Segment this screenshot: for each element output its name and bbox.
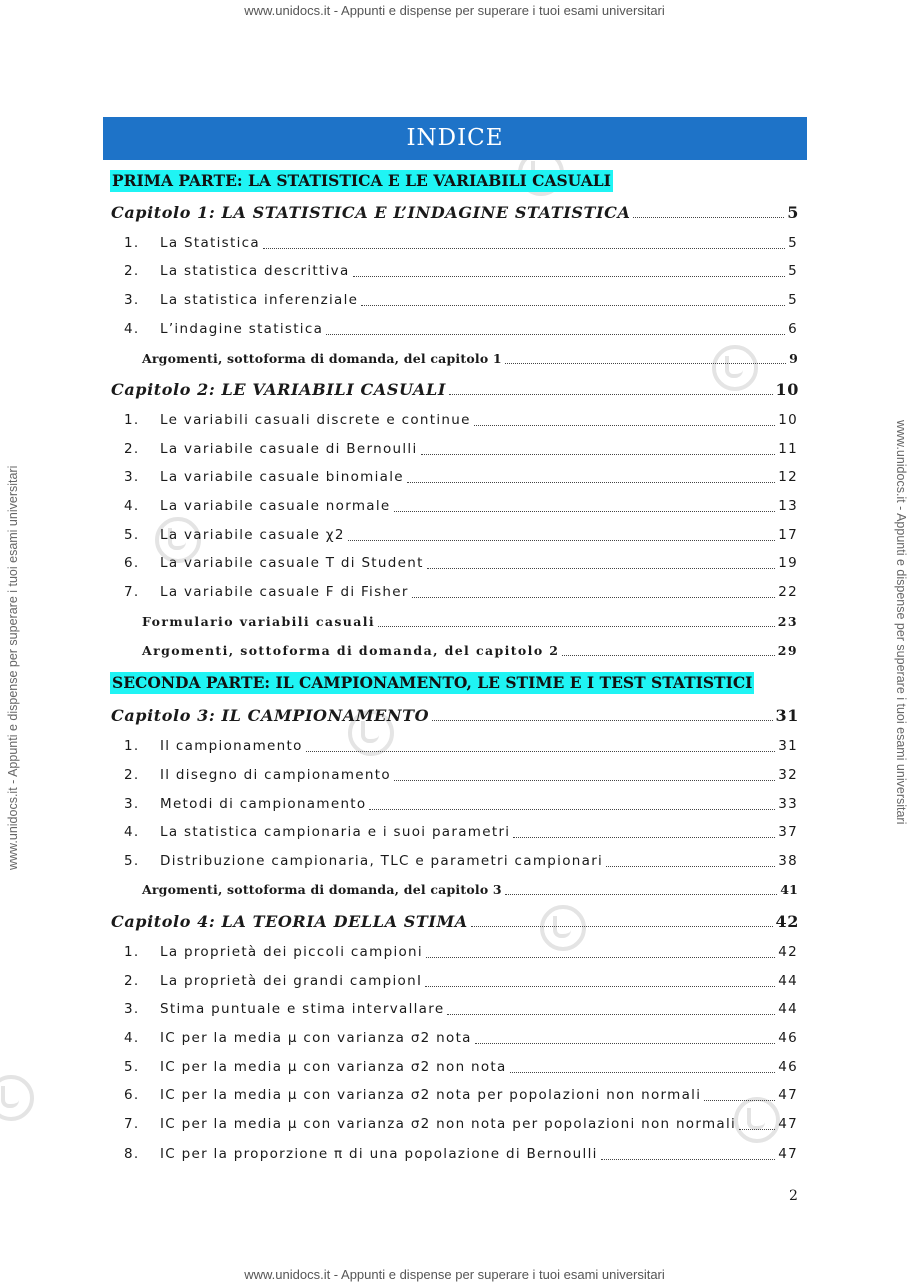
item-number: 4. — [124, 498, 140, 514]
leader-dots — [421, 454, 776, 455]
item-number: 7. — [124, 1116, 140, 1132]
item-page: 38 — [778, 853, 798, 869]
toc-item[interactable] — [124, 853, 798, 869]
watermark-logo-icon — [0, 1075, 34, 1121]
leader-dots — [601, 1159, 776, 1160]
toc-item[interactable] — [124, 498, 798, 514]
item-page: 5 — [788, 292, 798, 308]
leader-dots — [432, 720, 772, 721]
item-number: 8. — [124, 1146, 140, 1162]
item-label: Il campionamento — [160, 738, 303, 754]
item-page: 44 — [778, 1001, 798, 1017]
item-page: 44 — [778, 973, 798, 989]
toc-item[interactable] — [124, 944, 798, 960]
watermark-bottom: www.unidocs.it - Appunti e dispense per superare i tuoi esami universitari — [244, 1267, 665, 1282]
toc-item[interactable] — [124, 1030, 798, 1046]
item-label: Stima puntuale e stima intervallare — [160, 1001, 445, 1017]
item-number: 3. — [124, 292, 140, 308]
leader-dots — [394, 780, 775, 781]
toc-extra[interactable] — [142, 643, 798, 658]
leader-dots — [606, 866, 775, 867]
leader-dots — [633, 217, 784, 218]
extra-label: Argomenti, sottoforma di domanda, del capitolo 1 — [142, 351, 502, 366]
leader-dots — [426, 957, 775, 958]
index-title: INDICE — [103, 117, 807, 160]
toc-item[interactable] — [124, 469, 798, 485]
item-label: La variabile casuale F di Fisher — [160, 584, 409, 600]
item-page: 37 — [778, 824, 798, 840]
item-label: La variabile casuale di Bernoulli — [160, 441, 418, 457]
item-label: La proprietà dei piccoli campioni — [160, 944, 423, 960]
leader-dots — [326, 334, 785, 335]
page-number: 2 — [789, 1188, 798, 1204]
item-label: La variabile casuale normale — [160, 498, 391, 514]
chapter-1-entry[interactable] — [111, 203, 799, 222]
extra-page: 29 — [777, 643, 798, 658]
leader-dots — [474, 425, 776, 426]
item-number: 2. — [124, 263, 140, 279]
item-label: IC per la media μ con varianza σ2 nota — [160, 1030, 472, 1046]
item-page: 47 — [778, 1116, 798, 1132]
watermark-left: www.unidocs.it - Appunti e dispense per superare i tuoi esami universitari — [6, 465, 20, 870]
leader-dots — [505, 363, 786, 364]
item-page: 46 — [778, 1030, 798, 1046]
item-page: 33 — [778, 796, 798, 812]
toc-item[interactable] — [124, 235, 798, 251]
leader-dots — [449, 394, 773, 395]
leader-dots — [412, 597, 775, 598]
leader-dots — [369, 809, 775, 810]
item-number: 4. — [124, 321, 140, 337]
leader-dots — [510, 1072, 776, 1073]
item-number: 6. — [124, 555, 140, 571]
item-page: 22 — [778, 584, 798, 600]
item-page: 17 — [778, 527, 798, 543]
toc-item[interactable] — [124, 441, 798, 457]
item-page: 13 — [778, 498, 798, 514]
toc-extra[interactable] — [142, 882, 798, 897]
leader-dots — [562, 655, 774, 656]
watermark-top: www.unidocs.it - Appunti e dispense per superare i tuoi esami universitari — [244, 3, 665, 18]
item-number: 7. — [124, 584, 140, 600]
leader-dots — [263, 248, 785, 249]
toc-extra[interactable] — [142, 351, 798, 366]
toc-item[interactable] — [124, 824, 798, 840]
item-page: 46 — [778, 1059, 798, 1075]
item-page: 11 — [778, 441, 798, 457]
leader-dots — [425, 986, 775, 987]
item-number: 1. — [124, 944, 140, 960]
leader-dots — [348, 540, 775, 541]
toc-item[interactable] — [124, 292, 798, 308]
item-number: 4. — [124, 824, 140, 840]
extra-label: Argomenti, sottoforma di domanda, del capitolo 3 — [142, 882, 502, 897]
extra-page: 41 — [780, 882, 798, 897]
item-label: Il disegno di campionamento — [160, 767, 391, 783]
item-label: IC per la media μ con varianza σ2 non nota per popolazioni non normali — [160, 1116, 737, 1132]
item-label: IC per la proporzione π di una popolazione di Bernoulli — [160, 1146, 598, 1162]
item-label: La statistica campionaria e i suoi parametri — [160, 824, 511, 840]
toc-item[interactable] — [124, 1087, 798, 1103]
chapter-2-entry[interactable] — [111, 380, 799, 399]
leader-dots — [739, 1129, 775, 1130]
leader-dots — [353, 276, 786, 277]
extra-label: Formulario variabili casuali — [142, 614, 376, 629]
leader-dots — [513, 837, 775, 838]
item-page: 19 — [778, 555, 798, 571]
leader-dots — [704, 1100, 775, 1101]
item-label: La variabile casuale T di Student — [160, 555, 424, 571]
part-heading-2: SECONDA PARTE: IL CAMPIONAMENTO, LE STIME E I TEST STATISTICI — [112, 673, 753, 692]
item-number: 3. — [124, 796, 140, 812]
toc-item[interactable] — [124, 1146, 798, 1162]
item-label: La variabile casuale χ2 — [160, 527, 345, 543]
extra-page: 23 — [777, 614, 798, 629]
toc-item[interactable] — [124, 973, 798, 989]
item-number: 4. — [124, 1030, 140, 1046]
leader-dots — [306, 751, 776, 752]
item-label: La statistica descrittiva — [160, 263, 350, 279]
toc-item[interactable] — [124, 1059, 798, 1075]
leader-dots — [378, 626, 775, 627]
leader-dots — [394, 511, 776, 512]
chapter-4-entry[interactable] — [111, 912, 799, 931]
part-heading-1: PRIMA PARTE: LA STATISTICA E LE VARIABILI CASUALI — [112, 171, 611, 190]
toc-item[interactable] — [124, 767, 798, 783]
chapter-title: Capitolo 4: LA TEORIA DELLA STIMA — [111, 912, 468, 931]
item-label: L’indagine statistica — [160, 321, 324, 337]
toc-item[interactable] — [124, 1116, 798, 1132]
item-page: 5 — [788, 263, 798, 279]
chapter-title: Capitolo 2: LE VARIABILI CASUALI — [111, 380, 446, 399]
item-page: 10 — [778, 412, 798, 428]
item-number: 1. — [124, 738, 140, 754]
item-number: 2. — [124, 767, 140, 783]
toc-item[interactable] — [124, 555, 798, 571]
leader-dots — [505, 894, 777, 895]
leader-dots — [475, 1043, 775, 1044]
item-page: 32 — [778, 767, 798, 783]
leader-dots — [471, 926, 773, 927]
toc-extra[interactable] — [142, 614, 798, 629]
item-number: 5. — [124, 527, 140, 543]
chapter-title: Capitolo 3: IL CAMPIONAMENTO — [111, 706, 430, 725]
chapter-page: 10 — [775, 380, 799, 399]
leader-dots — [407, 482, 775, 483]
item-label: La Statistica — [160, 235, 260, 251]
chapter-page: 42 — [775, 912, 799, 931]
item-number: 1. — [124, 412, 140, 428]
chapter-page: 5 — [787, 203, 799, 222]
item-page: 12 — [778, 469, 798, 485]
item-number: 5. — [124, 1059, 140, 1075]
item-number: 3. — [124, 469, 140, 485]
item-label: La proprietà dei grandi campionI — [160, 973, 423, 989]
toc-item[interactable] — [124, 527, 798, 543]
toc-item[interactable] — [124, 584, 798, 600]
leader-dots — [361, 305, 785, 306]
item-number: 6. — [124, 1087, 140, 1103]
item-page: 5 — [788, 235, 798, 251]
item-page: 47 — [778, 1146, 798, 1162]
toc-item[interactable] — [124, 1001, 798, 1017]
item-page: 42 — [778, 944, 798, 960]
item-label: Le variabili casuali discrete e continue — [160, 412, 471, 428]
leader-dots — [427, 568, 776, 569]
toc-item[interactable] — [124, 321, 798, 337]
item-label: La statistica inferenziale — [160, 292, 359, 308]
extra-label: Argomenti, sottoforma di domanda, del capitolo 2 — [142, 643, 560, 658]
extra-page: 9 — [789, 351, 798, 366]
item-number: 1. — [124, 235, 140, 251]
item-label: Metodi di campionamento — [160, 796, 367, 812]
item-label: Distribuzione campionaria, TLC e parametri campionari — [160, 853, 604, 869]
item-page: 31 — [778, 738, 798, 754]
chapter-3-entry[interactable] — [111, 706, 799, 725]
item-label: IC per la media μ con varianza σ2 nota per popolazioni non normali — [160, 1087, 702, 1103]
toc-item[interactable] — [124, 263, 798, 279]
item-number: 3. — [124, 1001, 140, 1017]
item-page: 47 — [778, 1087, 798, 1103]
item-page: 6 — [788, 321, 798, 337]
item-number: 2. — [124, 973, 140, 989]
chapter-page: 31 — [775, 706, 799, 725]
leader-dots — [447, 1014, 775, 1015]
toc-item[interactable] — [124, 738, 798, 754]
chapter-title: Capitolo 1: LA STATISTICA E L’INDAGINE STATISTICA — [111, 203, 631, 222]
toc-item[interactable] — [124, 412, 798, 428]
watermark-right: www.unidocs.it - Appunti e dispense per superare i tuoi esami universitari — [894, 420, 908, 825]
toc-item[interactable] — [124, 796, 798, 812]
item-label: La variabile casuale binomiale — [160, 469, 404, 485]
item-number: 5. — [124, 853, 140, 869]
item-number: 2. — [124, 441, 140, 457]
item-label: IC per la media μ con varianza σ2 non nota — [160, 1059, 507, 1075]
